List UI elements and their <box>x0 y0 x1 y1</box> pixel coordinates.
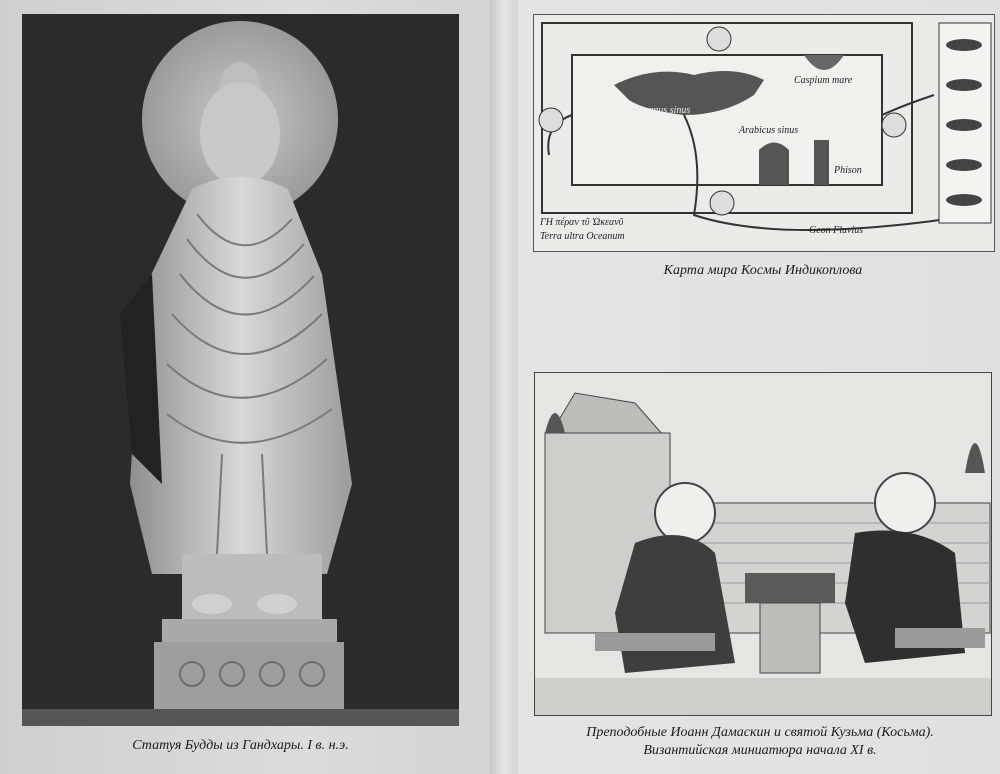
buddha-statue-photo <box>22 14 459 726</box>
map-label-caspium: Caspium mare <box>794 75 853 86</box>
buddha-caption: Статуя Будды из Гандхары. I в. н.э. <box>132 738 349 753</box>
map-label-greek: ΓΗ πέραν τῦ Ὠκεανῦ <box>540 217 624 228</box>
miniature-caption-line2: Византийская миниатюра начала XI в. <box>643 743 877 758</box>
byzantine-miniature <box>534 372 992 716</box>
map-caption: Карта мира Космы Индикоплова <box>663 263 863 278</box>
book-gutter <box>490 0 518 774</box>
map-label-romanus: Romanus sinus <box>630 105 691 116</box>
map-label-geon: Geon Fluvius <box>809 225 864 236</box>
map-label-terra: Terra ultra Oceanum <box>540 231 625 242</box>
map-label-arabicus: Arabicus sinus <box>739 125 799 136</box>
cosmas-world-map <box>533 14 995 252</box>
miniature-caption <box>520 724 1000 760</box>
miniature-caption-line1: Преподобные Иоанн Дамаскин и святой Кузьма (Косьма). <box>586 725 934 740</box>
map-label-phison: Phison <box>834 165 862 176</box>
